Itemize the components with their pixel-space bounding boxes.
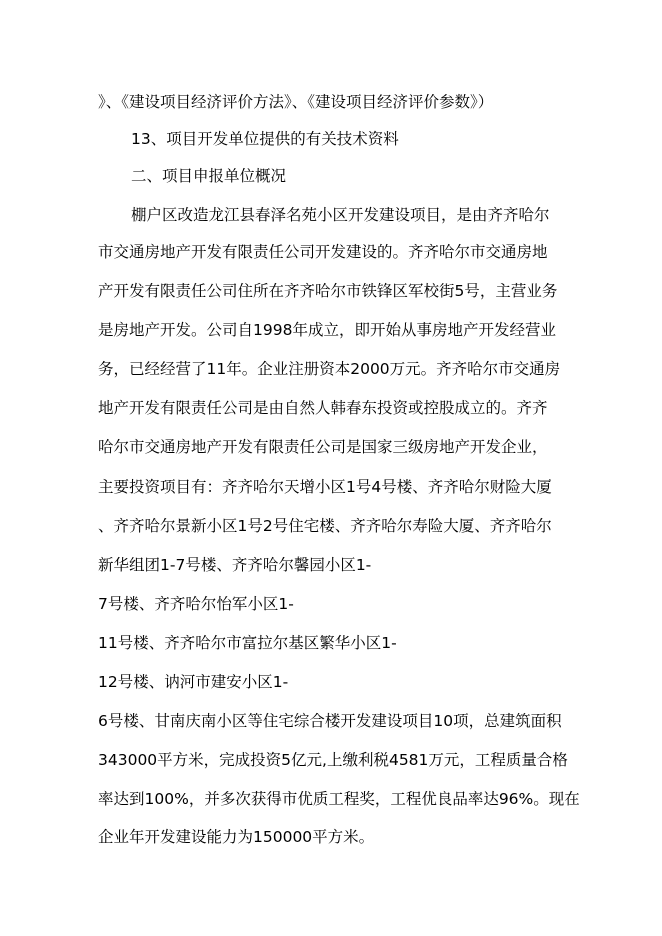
text-line-6: 产开发有限责任公司住所在齐齐哈尔市铁锋区军校街5号，主营业务 (98, 282, 558, 300)
text-line-20: 企业年开发建设能力为150000平方米。 (98, 828, 375, 846)
text-line-15: 11号楼、齐齐哈尔市富拉尔基区繁华小区1- (98, 634, 397, 652)
text-line-19: 率达到100%，并多次获得市优质工程奖，工程优良品率达96%。现在 (98, 790, 580, 808)
text-line-11: 主要投资项目有：齐齐哈尔天增小区1号4号楼、齐齐哈尔财险大厦 (98, 478, 552, 496)
text-line-16: 12号楼、讷河市建安小区1- (98, 673, 289, 691)
text-line-17: 6号楼、甘南庆南小区等住宅综合楼开发建设项目10项，总建筑面积 (98, 712, 562, 730)
text-line-8: 务，已经经营了11年。企业注册资本2000万元。齐齐哈尔市交通房 (98, 360, 561, 378)
text-line-5: 市交通房地产开发有限责任公司开发建设的。齐齐哈尔市交通房地 (98, 243, 548, 261)
text-line-7: 是房地产开发。公司自1998年成立，即开始从事房地产开发经营业 (98, 321, 556, 339)
text-line-9: 地产开发有限责任公司是由自然人韩春东投资或控股成立的。齐齐 (98, 399, 548, 417)
text-line-4: 棚户区改造龙江县春泽名苑小区开发建设项目，是由齐齐哈尔 (131, 206, 550, 224)
text-line-12: 、齐齐哈尔景新小区1号2号住宅楼、齐齐哈尔寿险大厦、齐齐哈尔 (98, 517, 552, 535)
text-line-13: 新华组团1-7号楼、齐齐哈尔馨园小区1- (98, 556, 372, 574)
text-line-18: 343000平方米，完成投资5亿元,上缴利税4581万元，工程质量合格 (98, 751, 568, 769)
text-line-10: 哈尔市交通房地产开发有限责任公司是国家三级房地产开发企业， (98, 438, 548, 456)
text-line-2: 13、项目开发单位提供的有关技术资料 (131, 130, 399, 148)
text-line-1: 》、《建设项目经济评价方法》、《建设项目经济评价参数》） (98, 93, 494, 111)
section-heading: 二、项目申报单位概况 (131, 167, 287, 185)
text-line-14: 7号楼、齐齐哈尔怡军小区1- (98, 595, 294, 613)
